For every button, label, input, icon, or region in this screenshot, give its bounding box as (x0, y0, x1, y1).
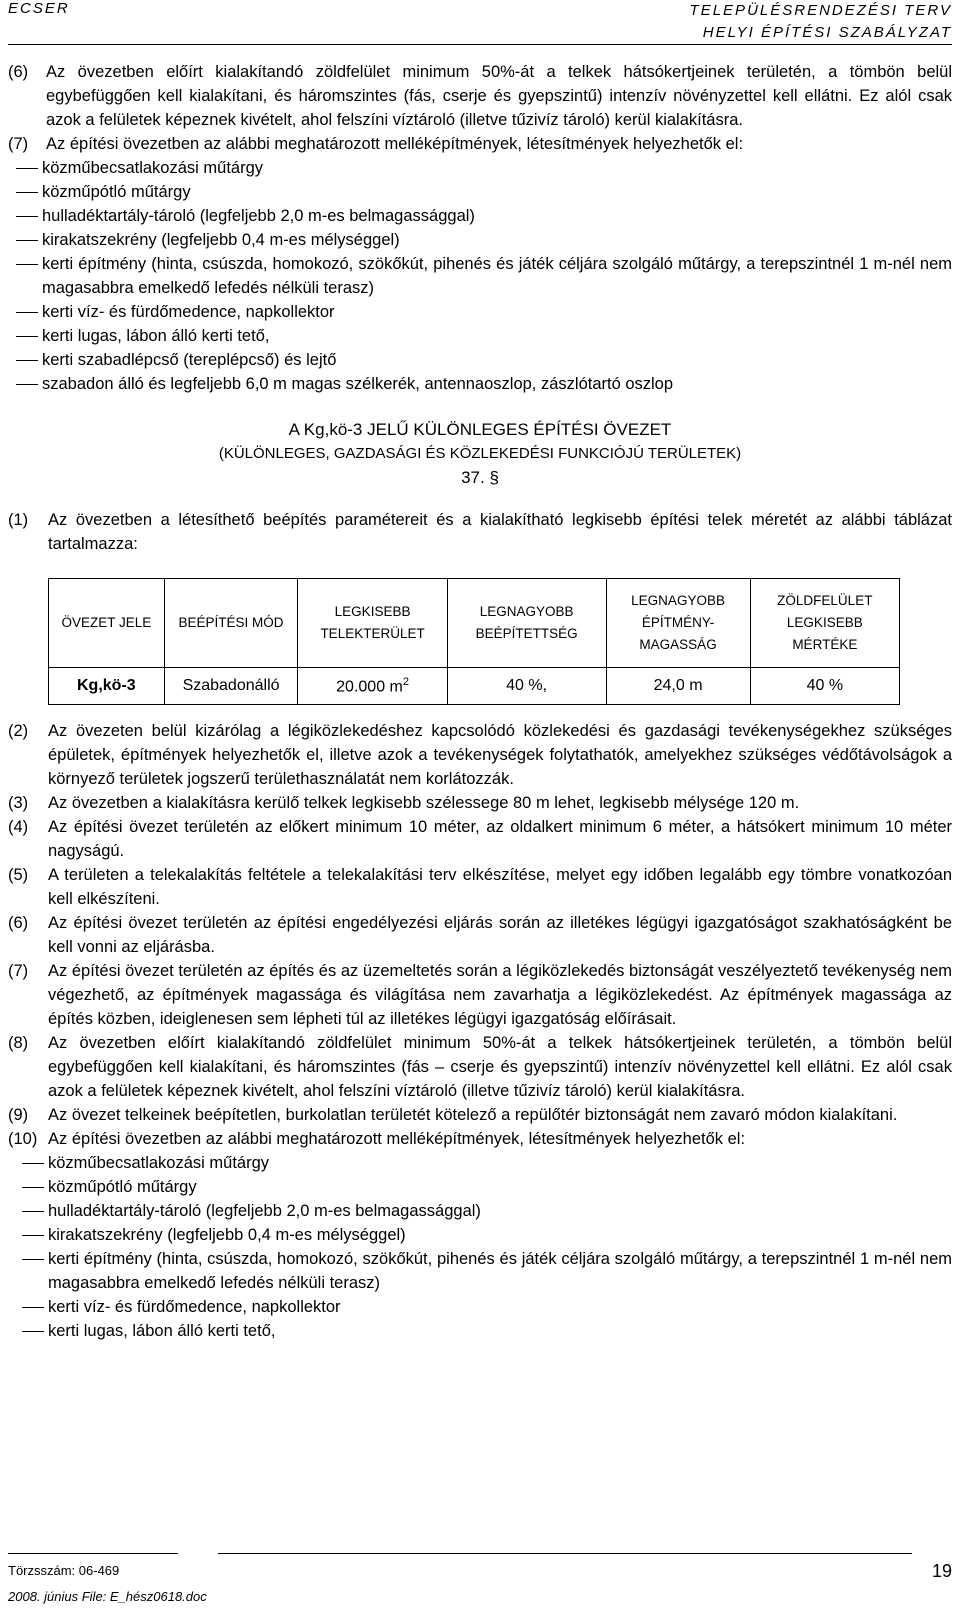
list-item: kirakatszekrény (legfeljebb 0,4 m-es mélységgel) (8, 228, 952, 252)
table-header-cell: ZÖLDFELÜLET LEGKISEBB MÉRTÉKE (750, 579, 899, 668)
paragraph (8, 911, 952, 959)
paragraph (8, 815, 952, 863)
page-footer (8, 1553, 952, 1613)
section-subtitle: (KÜLÖNLEGES, GAZDASÁGI ÉS KÖZLEKEDÉSI FUNKCIÓJÚ TERÜLETEK) (218, 445, 742, 462)
list-item: kerti víz- és fürdőmedence, napkollektor (14, 1295, 952, 1319)
footer-file-info: 2008. június File: E_hész0618.doc (8, 1589, 207, 1604)
list-item: közműbecsatlakozási műtárgy (8, 156, 952, 180)
paragraph-text: Az övezeten belül kizárólag a légiközlekedéshez kapcsolódó közlekedési és gazdasági tevékenységekhez szükséges épületek, építmények helyezhetők el, illetve azok a tevékenységek folytathatók, amelyekhez szükséges védőtávolságok a környező területek jogszerű területhasználatát nem korlátozzák. (48, 722, 952, 788)
dash-bullet (14, 1151, 48, 1175)
dash-bullet (8, 180, 42, 204)
area-superscript: 2 (402, 675, 409, 688)
dash-bullet (8, 228, 42, 252)
table-cell: 24,0 m (606, 668, 750, 705)
table-header-row (49, 579, 900, 668)
table-header-cell: LEGKISEBB TELEKTERÜLET (298, 579, 447, 668)
structures-list (8, 156, 952, 396)
list-item: kerti lugas, lábon álló kerti tető, (8, 324, 952, 348)
table-row (49, 668, 900, 705)
paragraph-text: Az építési övezet területén az építési engedélyezési eljárás során az illetékes légügyi igazgatóságot szakhatóságként be kell vonni az eljárásba. (48, 914, 952, 956)
paragraph-text: Az övezetben előírt kialakítandó zöldfelület minimum 50%-át a telkek hátsókertjeinek területén, a tömbön belül egybefüggően kell kialakítani, és háromszintes (fás, cserje és gyepszintű) intenzív növényzettel kell ellátni. Ez alól csak azok a felületek képeznek kivételt, ahol felszíni víztároló (illetve tűzivíz tároló) kerül kialakításra. (46, 63, 952, 129)
header-rule (8, 44, 952, 45)
dash-bullet (14, 1199, 48, 1223)
paragraph-number: (4) (8, 818, 29, 836)
paragraph-number: (5) (8, 866, 29, 884)
header-title-line1: TELEPÜLÉSRENDEZÉSI TERV (689, 2, 952, 19)
paragraph (8, 508, 952, 556)
list-item: közműpótló műtárgy (14, 1175, 952, 1199)
paragraph-text: Az övezetben a kialakításra kerülő telkek legkisebb szélessege 80 m lehet, legkisebb mélysége 120 m. (48, 794, 800, 812)
footer-rule-right (218, 1553, 912, 1554)
dash-bullet (8, 324, 42, 348)
list-item: közműpótló műtárgy (8, 180, 952, 204)
list-item: szabadon álló és legfeljebb 6,0 m magas szélkerék, antennaoszlop, zászlótartó oszlop (8, 372, 952, 396)
document-body (8, 60, 952, 1343)
paragraph-number: (2) (8, 722, 29, 740)
paragraph (8, 863, 952, 911)
paragraph-text: Az építési övezetben az alábbi meghatározott melléképítmények, létesítmények helyezhetők el: (48, 1130, 746, 1148)
table-header-cell: ÖVEZET JELE (49, 579, 165, 668)
paragraph-text: Az övezetben előírt kialakítandó zöldfelület minimum 50%-át a telkek hátsókertjeinek területén, a tömbön belül egybefüggően kell kialakítani, és háromszintes (fás – cserje és gyepszintű) intenzív növényzettel kell ellátni. Ez alól csak azok a felületek képeznek kivételt, ahol felszíni víztároló (illetve tűzivíz tároló) kerül kialakításra. (48, 1034, 952, 1100)
paragraph (8, 791, 952, 815)
dash-bullet (14, 1247, 48, 1295)
header-title-line2: HELYI ÉPÍTÉSI SZABÁLYZAT (702, 24, 952, 41)
list-item: kerti szabadlépcső (tereplépcső) és lejtő (8, 348, 952, 372)
table-header-cell: LEGNAGYOBB BEÉPÍTETTSÉG (447, 579, 606, 668)
section-heading (8, 418, 952, 490)
table-cell: Kg,kö-3 (49, 668, 165, 705)
table-cell: 40 %, (447, 668, 606, 705)
paragraph (8, 132, 952, 156)
table-header-cell: LEGNAGYOBB ÉPÍTMÉNY-MAGASSÁG (606, 579, 750, 668)
dash-bullet (8, 252, 42, 300)
table-cell: 40 % (750, 668, 899, 705)
zone-parameters-table (48, 578, 900, 705)
list-item: kerti víz- és fürdőmedence, napkollektor (8, 300, 952, 324)
section-number: 37. § (461, 468, 499, 487)
dash-bullet (8, 300, 42, 324)
paragraph (8, 1103, 952, 1127)
header-title (690, 0, 952, 44)
paragraph-text: Az építési övezet területén az előkert minimum 10 méter, az oldalkert minimum 6 méter, a hátsókert minimum 10 méter nagyságú. (48, 818, 952, 860)
paragraph-number: (7) (8, 135, 29, 153)
paragraph (8, 719, 952, 791)
list-item: kerti lugas, lábon álló kerti tető, (14, 1319, 952, 1343)
page-number: 19 (931, 1561, 952, 1581)
list-item: kerti építmény (hinta, csúszda, homokozó, szökőkút, pihenés és játék céljára szolgáló műtárgy, a terepszintnél 1 m-nél nem magasabbra emelkedő lefedés nélküli terasz) (14, 1247, 952, 1295)
paragraph (8, 1031, 952, 1103)
paragraph (8, 959, 952, 1031)
paragraph-text: Az építési övezetben az alábbi meghatározott melléképítmények, létesítmények helyezhetők el: (46, 135, 744, 153)
paragraph-number: (9) (8, 1106, 29, 1124)
paragraph-number: (1) (8, 511, 29, 529)
paragraph-number: (6) (8, 63, 29, 81)
list-item: kirakatszekrény (legfeljebb 0,4 m-es mélységgel) (14, 1223, 952, 1247)
header-company: ECSER (8, 0, 70, 17)
dash-bullet (14, 1175, 48, 1199)
dash-bullet (8, 204, 42, 228)
table-cell: 20.000 $m^2$ (298, 668, 447, 705)
structures-list-2 (14, 1151, 952, 1343)
table-cell: Szabadonálló (164, 668, 298, 705)
dash-bullet (14, 1319, 48, 1343)
paragraph (8, 60, 952, 132)
dash-bullet (14, 1223, 48, 1247)
section-title: A Kg,kö-3 JELŰ KÜLÖNLEGES ÉPÍTÉSI ÖVEZET (288, 420, 672, 439)
paragraph-number: (7) (8, 962, 29, 980)
list-item: kerti építmény (hinta, csúszda, homokozó, szökőkút, pihenés és játék céljára szolgáló műtárgy, a terepszintnél 1 m-nél nem magasabbra emelkedő lefedés nélküli terasz) (8, 252, 952, 300)
paragraph-text: A területen a telekalakítás feltétele a telekalakítási terv elkészítése, melyet egy időben legalább egy tömbre vonatkozóan kell elkészíteni. (48, 866, 952, 908)
paragraph-number: (10) (8, 1130, 38, 1148)
dash-bullet (8, 156, 42, 180)
footer-rule (8, 1553, 178, 1554)
list-item: hulladéktartály-tároló (legfeljebb 2,0 m-es belmagassággal) (8, 204, 952, 228)
paragraph-text: Az építési övezet területén az építés és az üzemeltetés során a légiközlekedés biztonságát veszélyeztető tevékenység nem végezhető, az építmények magassága és világítása nem zavarhatja a légiközlekedést. Az építmények magassága az építés közben, ideiglenesen sem lépheti túl az illetékes légügyi igazgatóság előírásait. (48, 962, 952, 1028)
paragraph-number: (6) (8, 914, 29, 932)
page-header (8, 0, 952, 48)
paragraph (8, 1127, 952, 1151)
footer-registry-number: Törzsszám: 06-469 (8, 1563, 120, 1578)
dash-bullet (8, 348, 42, 372)
paragraph-text: Az övezetben a létesíthető beépítés paramétereit és a kialakítható legkisebb építési telek méretét az alábbi táblázat tartalmazza: (48, 511, 952, 553)
paragraph-number: (3) (8, 794, 29, 812)
table-header-cell: BEÉPÍTÉSI MÓD (164, 579, 298, 668)
dash-bullet (8, 372, 42, 396)
list-item: közműbecsatlakozási műtárgy (14, 1151, 952, 1175)
paragraph-text: Az övezet telkeinek beépítetlen, burkolatlan területét kötelező a repülőtér biztonságát nem zavaró módon kialakítani. (48, 1106, 898, 1124)
paragraph-number: (8) (8, 1034, 29, 1052)
list-item: hulladéktartály-tároló (legfeljebb 2,0 m-es belmagassággal) (14, 1199, 952, 1223)
dash-bullet (14, 1295, 48, 1319)
